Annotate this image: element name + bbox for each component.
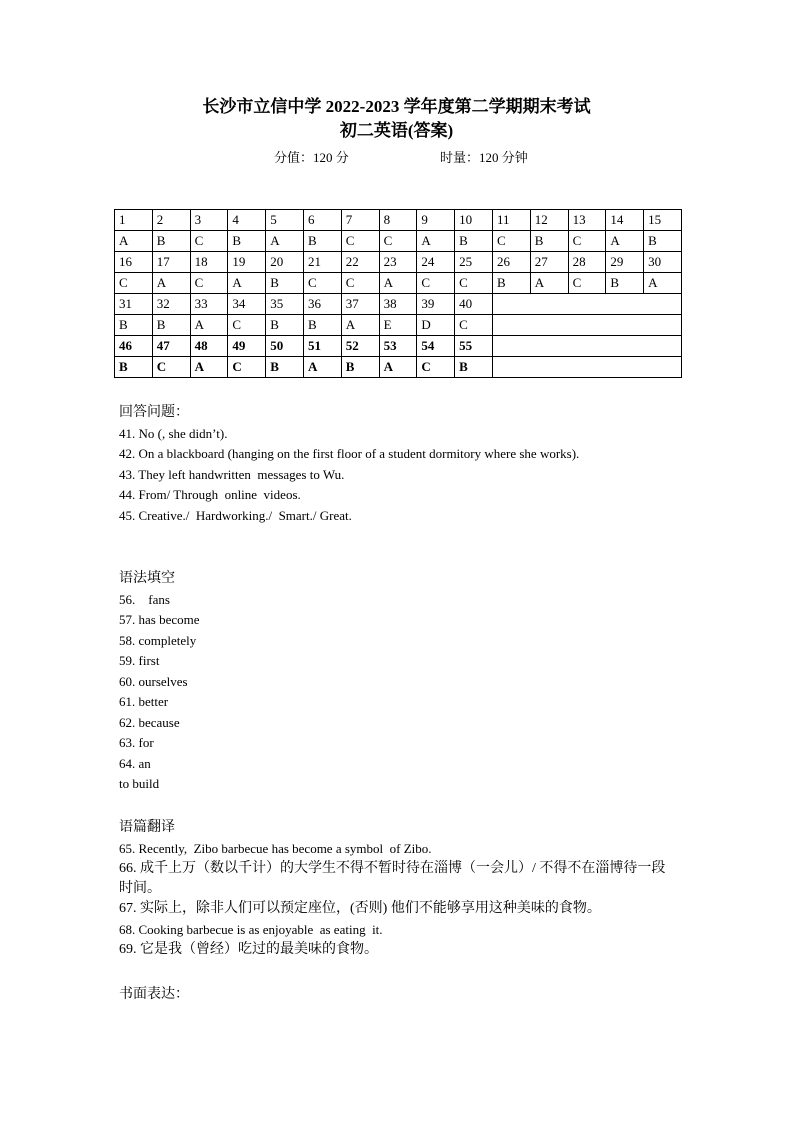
table-row (115, 294, 682, 315)
list-item: 68. Cooking barbecue is as enjoyable as eating it. (119, 921, 383, 937)
table-cell: D (417, 315, 455, 336)
table-cell: A (379, 357, 417, 378)
table-cell: A (530, 273, 568, 294)
table-cell: 28 (568, 252, 606, 273)
table-cell: A (266, 231, 304, 252)
table-cell: 2 (152, 210, 190, 231)
table-cell: C (455, 315, 493, 336)
table-cell: C (228, 357, 266, 378)
table-cell: A (228, 273, 266, 294)
table-cell: 48 (190, 336, 228, 357)
table-cell: A (417, 231, 455, 252)
list-item: 44. From/ Through online videos. (119, 487, 301, 502)
table-cell: 50 (266, 336, 304, 357)
table-cell: 34 (228, 294, 266, 315)
table-cell: C (190, 231, 228, 252)
table-cell: 16 (115, 252, 153, 273)
table-cell: 1 (115, 210, 153, 231)
score-info: 分值：120 分 (274, 150, 349, 165)
table-cell: B (152, 231, 190, 252)
table-cell: 40 (455, 294, 493, 315)
table-cell: B (341, 357, 379, 378)
table-cell: C (379, 231, 417, 252)
table-row (115, 210, 682, 231)
table-cell: B (455, 357, 493, 378)
table-cell: B (492, 273, 530, 294)
table-cell: 25 (455, 252, 493, 273)
table-cell: B (115, 315, 153, 336)
table-cell: A (644, 273, 682, 294)
table-cell: C (303, 273, 341, 294)
table-cell: C (190, 273, 228, 294)
table-row (115, 252, 682, 273)
list-item: to build (119, 776, 160, 791)
table-cell: 10 (455, 210, 493, 231)
table-cell: 49 (228, 336, 266, 357)
table-cell: 7 (341, 210, 379, 231)
table-cell: B (606, 273, 644, 294)
table-cell: 12 (530, 210, 568, 231)
table-cell: A (379, 273, 417, 294)
table-cell: 37 (341, 294, 379, 315)
table-cell: A (190, 315, 228, 336)
section-heading: 回答问题： (119, 405, 189, 420)
table-cell: 22 (341, 252, 379, 273)
table-cell: 46 (115, 336, 153, 357)
table-cell: C (568, 231, 606, 252)
table-cell: C (455, 273, 493, 294)
time-info: 时量：120 分钟 (440, 150, 528, 165)
table-cell: 35 (266, 294, 304, 315)
table-cell: A (115, 231, 153, 252)
table-cell: 23 (379, 252, 417, 273)
table-cell: 6 (303, 210, 341, 231)
writing-section (119, 985, 679, 1006)
list-item: 63. for (119, 735, 154, 750)
table-cell: B (644, 231, 682, 252)
table-cell: A (606, 231, 644, 252)
table-cell: C (228, 315, 266, 336)
table-cell: 3 (190, 210, 228, 231)
list-item: 43. They left handwritten messages to Wu. (119, 466, 345, 482)
table-row (115, 315, 682, 336)
page-title: 长沙市立信中学 2022-2023 学年度第二学期期末考试 (202, 97, 591, 116)
table-cell: 26 (492, 252, 530, 273)
table-cell: C (115, 273, 153, 294)
table-cell: 15 (644, 210, 682, 231)
answer-table-body (115, 210, 682, 378)
list-item: 66. 成千上万（数以千计）的大学生不得不暂时待在淄博（一会儿）/ 不得不在淄博待一段时间。 (119, 861, 666, 896)
table-cell: 9 (417, 210, 455, 231)
section-heading: 语篇翻译 (119, 820, 175, 835)
table-cell: B (530, 231, 568, 252)
table-cell: B (303, 315, 341, 336)
table-cell: 32 (152, 294, 190, 315)
grammar-section (119, 569, 679, 795)
table-cell: 36 (303, 294, 341, 315)
table-cell: 8 (379, 210, 417, 231)
list-item: 65. Recently, Zibo barbecue has become a symbol of Zibo. (119, 840, 432, 856)
table-cell: 39 (417, 294, 455, 315)
table-cell: C (492, 231, 530, 252)
table-cell: B (228, 231, 266, 252)
section-heading: 语法填空 (119, 571, 175, 586)
table-row (115, 336, 682, 357)
section-heading: 书面表达： (119, 987, 189, 1002)
table-cell-empty (492, 336, 681, 357)
table-cell: B (455, 231, 493, 252)
table-cell: 51 (303, 336, 341, 357)
list-item: 58. completely (119, 632, 197, 648)
table-cell-empty (492, 315, 681, 336)
table-cell: B (266, 357, 304, 378)
list-item: 45. Creative./ Hardworking./ Smart./ Great. (119, 507, 352, 523)
table-cell: 47 (152, 336, 190, 357)
table-cell: A (152, 273, 190, 294)
table-cell: 54 (417, 336, 455, 357)
table-cell: 38 (379, 294, 417, 315)
table-cell: 5 (266, 210, 304, 231)
page-subtitle: 初二英语(答案) (339, 121, 454, 140)
answer-questions-section (119, 403, 679, 526)
table-cell: 4 (228, 210, 266, 231)
list-item: 41. No (, she didn’t). (119, 425, 228, 441)
table-cell: C (341, 231, 379, 252)
table-cell: A (341, 315, 379, 336)
table-cell: B (152, 315, 190, 336)
table-cell: B (266, 273, 304, 294)
table-cell: 19 (228, 252, 266, 273)
table-cell: 21 (303, 252, 341, 273)
list-item: 67. 实际上，除非人们可以预定座位，(否则) 他们不能够享用这种美味的食物。 (119, 901, 601, 916)
table-cell: 33 (190, 294, 228, 315)
list-item: 56. fans (119, 591, 170, 607)
list-item: 42. On a blackboard (hanging on the first floor of a student dormitory where she works). (119, 446, 580, 461)
table-row (115, 357, 682, 378)
table-cell: 14 (606, 210, 644, 231)
table-cell: B (303, 231, 341, 252)
table-cell: B (266, 315, 304, 336)
table-cell: 27 (530, 252, 568, 273)
table-cell: E (379, 315, 417, 336)
table-cell: 55 (455, 336, 493, 357)
table-row (115, 273, 682, 294)
table-cell-empty (492, 294, 681, 315)
table-cell: B (115, 357, 153, 378)
table-cell: C (152, 357, 190, 378)
list-item: 59. first (119, 653, 160, 668)
table-cell: 20 (266, 252, 304, 273)
list-item: 69. 它是我（曾经）吃过的最美味的食物。 (119, 942, 378, 957)
table-cell: 52 (341, 336, 379, 357)
table-cell: C (341, 273, 379, 294)
list-item: 62. because (119, 714, 180, 730)
table-cell: 31 (115, 294, 153, 315)
list-item: 61. better (119, 694, 169, 709)
translation-section (119, 818, 679, 961)
table-cell: 13 (568, 210, 606, 231)
table-row (115, 231, 682, 252)
table-cell: A (303, 357, 341, 378)
table-cell: 30 (644, 252, 682, 273)
table-cell: 29 (606, 252, 644, 273)
table-cell: 24 (417, 252, 455, 273)
table-cell: 11 (492, 210, 530, 231)
list-item: 57. has become (119, 612, 200, 627)
answer-table (114, 209, 682, 378)
table-cell: C (417, 273, 455, 294)
list-item: 64. an (119, 755, 151, 771)
table-cell: A (190, 357, 228, 378)
table-cell-empty (492, 357, 681, 378)
table-cell: C (568, 273, 606, 294)
table-cell: 17 (152, 252, 190, 273)
table-cell: 18 (190, 252, 228, 273)
table-cell: C (417, 357, 455, 378)
list-item: 60. ourselves (119, 673, 188, 689)
table-cell: 53 (379, 336, 417, 357)
